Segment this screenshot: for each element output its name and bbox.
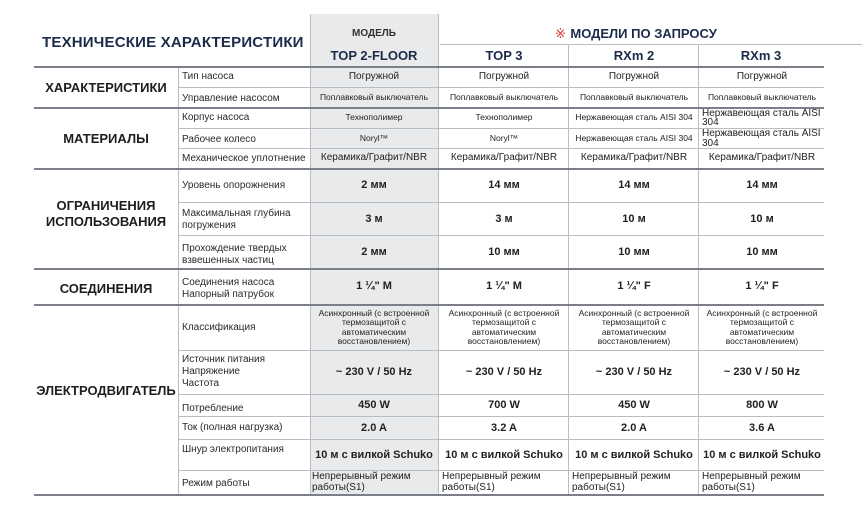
cell-power-source: ~ 230 V / 50 Hz (595, 366, 673, 379)
category-characteristics: ХАРАКТЕРИСТИКИ (45, 80, 167, 95)
cell-consumption: 800 W (746, 399, 778, 412)
cell-classification: Асинхронный (с встроенной термозащитой с автоматическим восстановлением) (318, 307, 430, 346)
cell-pump-control: Поплавковый выключатель (319, 91, 429, 102)
cell-max-depth: 3 м (365, 212, 383, 225)
row-label-solids: Прохождение твердых взвешенных частиц (182, 243, 287, 266)
cell-connection: 1 ¼" F (745, 280, 779, 293)
cell-max-depth: 10 м (750, 212, 774, 225)
cell-drain-level: 14 мм (618, 179, 650, 192)
cell-impeller: Noryl™ (359, 132, 389, 143)
cell-consumption: 450 W (358, 399, 390, 412)
cell-seal: Керамика/Графит/NBR (708, 152, 816, 164)
cell-pump-control: Поплавковый выключатель (707, 91, 817, 102)
row-label-seal: Механическое уплотнение (182, 153, 306, 164)
row-label-max-depth: Максимальная глубина погружения (182, 208, 291, 231)
cell-pump-type: Погружной (736, 70, 788, 82)
cell-seal: Керамика/Графит/NBR (320, 152, 428, 164)
cell-power-source: ~ 230 V / 50 Hz (723, 366, 801, 379)
cell-solids: 10 мм (618, 245, 650, 258)
cell-drain-level: 14 мм (488, 179, 520, 192)
row-label-power-source: Источник питания (182, 354, 266, 365)
cell-seal: Керамика/Графит/NBR (580, 152, 688, 164)
cell-power-source: ~ 230 V / 50 Hz (465, 366, 543, 379)
cell-drain-level: 14 мм (746, 179, 778, 192)
column-top2floor: TOP 2-FLOOR (330, 48, 418, 63)
row-label-voltage: Напряжение (182, 366, 240, 377)
row-label-pump-control: Управление насосом (182, 93, 280, 104)
category-materials: МАТЕРИАЛЫ (63, 131, 149, 146)
column-rxm2: RXm 2 (613, 48, 655, 63)
column-top3: TOP 3 (485, 48, 523, 63)
cell-pump-control: Поплавковый выключатель (579, 91, 689, 102)
request-underline (440, 44, 862, 45)
cell-consumption: 450 W (618, 399, 650, 412)
row-label-cord: Шнур электропитания (182, 444, 284, 455)
cell-housing: Нержавеющая сталь AISI 304 (702, 107, 821, 128)
model-label: МОДЕЛЬ (352, 28, 396, 39)
cell-max-depth: 10 м (622, 212, 646, 225)
cell-duty: Непрерывный режим работы(S1) (702, 471, 801, 493)
request-header (555, 25, 717, 43)
category-motor: ЭЛЕКТРОДВИГАТЕЛЬ (36, 383, 176, 398)
cell-pump-control: Поплавковый выключатель (449, 91, 559, 102)
category-connections: СОЕДИНЕНИЯ (59, 281, 153, 296)
col-divider (438, 14, 439, 494)
cell-current: 2.0 A (361, 421, 387, 434)
cell-cord: 10 м с вилкой Schuko (575, 448, 693, 461)
cell-current: 3.6 A (749, 421, 775, 434)
cell-duty: Непрерывный режим работы(S1) (312, 471, 411, 493)
cell-pump-type: Погружной (478, 70, 530, 82)
row-label-impeller: Рабочее колесо (182, 134, 256, 145)
page-title: ТЕХНИЧЕСКИЕ ХАРАКТЕРИСТИКИ (42, 34, 304, 51)
row-label-classification: Классификация (182, 322, 256, 333)
cell-classification: Асинхронный (с встроенной термозащитой с автоматическим восстановлением) (578, 307, 690, 346)
cell-impeller: Noryl™ (489, 132, 519, 143)
cell-consumption: 700 W (488, 399, 520, 412)
cell-max-depth: 3 м (495, 212, 513, 225)
cell-pump-type: Погружной (608, 70, 660, 82)
cell-housing: Технополимер (345, 112, 403, 123)
cell-classification: Асинхронный (с встроенной термозащитой с автоматическим восстановлением) (448, 307, 560, 346)
cell-duty: Непрерывный режим работы(S1) (572, 471, 671, 493)
cell-housing: Нержавеющая сталь AISI 304 (575, 112, 693, 123)
cell-duty: Непрерывный режим работы(S1) (442, 471, 541, 493)
row-label-current: Ток (полная нагрузка) (182, 422, 283, 433)
cell-drain-level: 2 мм (361, 179, 387, 192)
cell-impeller: Нержавеющая сталь AISI 304 (575, 132, 693, 143)
cell-connection: 1 ¼" M (356, 280, 392, 293)
cell-housing: Технополимер (475, 112, 533, 123)
cell-connection: 1 ¼" F (617, 280, 651, 293)
cell-cord: 10 м с вилкой Schuko (703, 448, 821, 461)
cell-impeller: Нержавеющая сталь AISI 304 (702, 128, 821, 149)
cell-power-source: ~ 230 V / 50 Hz (335, 366, 413, 379)
cell-current: 2.0 A (621, 421, 647, 434)
cell-solids: 10 мм (488, 245, 520, 258)
section-divider (34, 494, 824, 496)
cell-cord: 10 м с вилкой Schuko (315, 448, 433, 461)
col-divider (178, 66, 179, 494)
cell-solids: 10 мм (746, 245, 778, 258)
asterisk-icon: ※ (555, 26, 566, 41)
cell-solids: 2 мм (361, 245, 387, 258)
cell-cord: 10 м с вилкой Schuko (445, 448, 563, 461)
cell-pump-type: Погружной (348, 70, 400, 82)
cell-connection: 1 ¼" M (486, 280, 522, 293)
cell-classification: Асинхронный (с встроенной термозащитой с автоматическим восстановлением) (706, 307, 818, 346)
row-label-pump-type: Тип насоса (182, 71, 234, 82)
cell-seal: Керамика/Графит/NBR (450, 152, 558, 164)
row-label-consumption: Потребление (182, 403, 244, 414)
row-label-housing: Корпус насоса (182, 112, 250, 123)
row-label-connection: Соединения насоса Напорный патрубок (182, 277, 275, 300)
column-rxm3: RXm 3 (740, 48, 782, 63)
cell-current: 3.2 A (491, 421, 517, 434)
category-limits: ОГРАНИЧЕНИЯ ИСПОЛЬЗОВАНИЯ (45, 198, 167, 229)
request-label: МОДЕЛИ ПО ЗАПРОСУ (570, 26, 717, 41)
row-label-drain-level: Уровень опорожнения (182, 180, 286, 191)
row-label-frequency: Частота (182, 378, 220, 389)
row-label-duty: Режим работы (182, 478, 250, 489)
